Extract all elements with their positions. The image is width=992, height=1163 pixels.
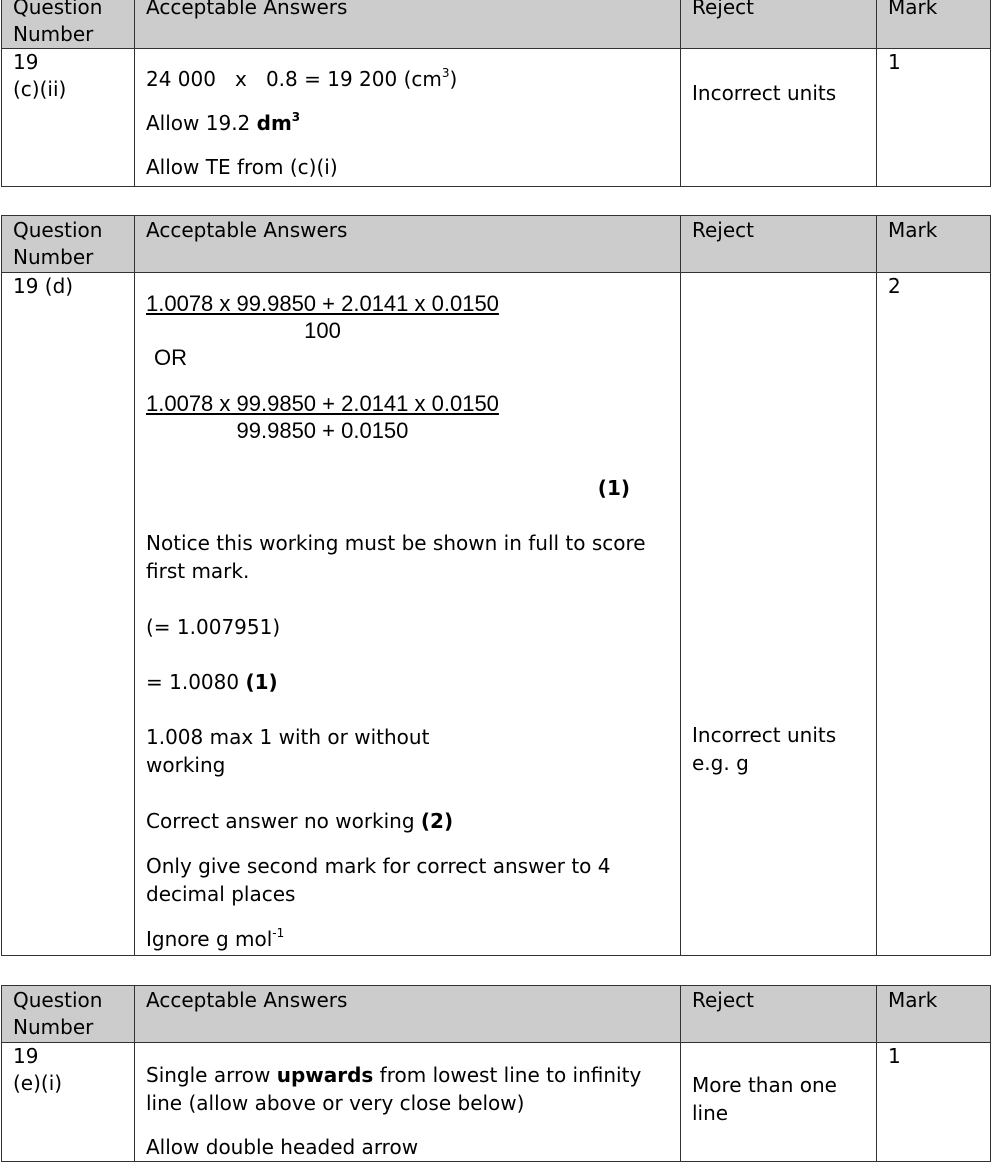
question-number-line1: 19 <box>13 50 39 74</box>
fraction-over-100 <box>146 290 499 344</box>
answer-arrow <box>146 1061 680 1117</box>
header-acceptable-answers: Acceptable Answers <box>135 216 681 273</box>
answer-text: 24 000 x 0.8 = 19 200 (cm <box>146 67 442 91</box>
bold-unit: dm <box>256 111 292 135</box>
mark: 1 <box>877 1043 991 1162</box>
answer-text: Allow 19.2 <box>146 111 257 135</box>
answer-allow-te: Allow TE from (c)(i) <box>146 155 338 179</box>
header-mark: Mark <box>877 216 991 273</box>
header-reject: Reject <box>681 216 877 273</box>
second-mark-text: Only give second mark for correct answer to 4 decimal places <box>146 854 611 906</box>
answer-allow-double-arrow: Allow double headed arrow <box>146 1135 419 1159</box>
fraction-denominator: 99.9850 + 0.0150 <box>236 418 409 443</box>
acceptable-answers <box>135 49 681 187</box>
answer-text: from lowest line to infinity line (allow above or very close below) <box>146 1063 648 1115</box>
answer-allow-dm3 <box>146 109 680 137</box>
header-row <box>2 216 991 273</box>
reject <box>681 273 877 956</box>
acceptable-answers <box>135 1043 681 1162</box>
question-number <box>2 49 135 187</box>
answer-calculation <box>146 65 680 93</box>
answer-row <box>2 49 991 187</box>
answer-text: Single arrow <box>146 1063 277 1087</box>
ignore-text: Ignore g mol <box>146 927 273 951</box>
question-number-line2: (e)(i) <box>13 1071 63 1095</box>
mark: 2 <box>877 273 991 956</box>
header-question-number: Question Number <box>2 0 135 49</box>
bold-word: upwards <box>276 1063 374 1087</box>
or-text: OR <box>154 345 187 370</box>
fraction-numerator: 1.0078 x 99.9850 + 2.0141 x 0.0150 <box>146 291 499 316</box>
superscript: -1 <box>272 926 285 940</box>
reject <box>681 49 877 187</box>
fraction-over-sum <box>146 390 499 444</box>
question-number: 19 (d) <box>2 273 135 956</box>
mark: 1 <box>877 49 991 187</box>
no-working-text: Correct answer no working <box>146 809 421 833</box>
header-row <box>2 0 991 49</box>
question-number-line1: 19 <box>13 1044 39 1068</box>
header-question-number: Question Number <box>2 986 135 1043</box>
header-reject: Reject <box>681 0 877 49</box>
reject-text: More than one line <box>692 1073 837 1125</box>
reject-text: Incorrect units <box>692 81 837 105</box>
ignore-units-line <box>146 925 680 953</box>
max-one-text: 1.008 max 1 with or without working <box>146 725 430 777</box>
reject <box>681 1043 877 1162</box>
header-row <box>2 986 991 1043</box>
header-mark: Mark <box>877 0 991 49</box>
fraction-denominator: 100 <box>304 318 341 343</box>
no-working-mark: (2) <box>420 809 454 833</box>
question-number <box>2 1043 135 1162</box>
mark-scheme-table-19d <box>1 215 991 956</box>
superscript: 3 <box>441 66 450 80</box>
header-acceptable-answers: Acceptable Answers <box>135 986 681 1043</box>
header-acceptable-answers: Acceptable Answers <box>135 0 681 49</box>
answer-row <box>2 273 991 956</box>
mark-scheme-table-19c-ii <box>1 0 991 187</box>
first-mark: (1) <box>597 476 630 500</box>
no-working-line <box>146 807 680 835</box>
question-number-line2: (c)(ii) <box>13 77 67 101</box>
reject-text: Incorrect units e.g. g <box>692 723 837 775</box>
header-question-number: Question Number <box>2 216 135 273</box>
header-mark: Mark <box>877 986 991 1043</box>
superscript: 3 <box>291 110 301 124</box>
result-mark: (1) <box>245 670 278 694</box>
header-reject: Reject <box>681 986 877 1043</box>
fraction-numerator: 1.0078 x 99.9850 + 2.0141 x 0.0150 <box>146 391 499 416</box>
answer-row <box>2 1043 991 1162</box>
intermediate-value: (= 1.007951) <box>146 615 281 639</box>
answer-text: ) <box>449 67 458 91</box>
result-value: = 1.0080 <box>146 670 246 694</box>
acceptable-answers <box>135 273 681 956</box>
notice-text: Notice this working must be shown in full to score first mark. <box>146 531 646 583</box>
result-line <box>146 668 680 696</box>
mark-scheme-table-19e-i <box>1 985 991 1162</box>
